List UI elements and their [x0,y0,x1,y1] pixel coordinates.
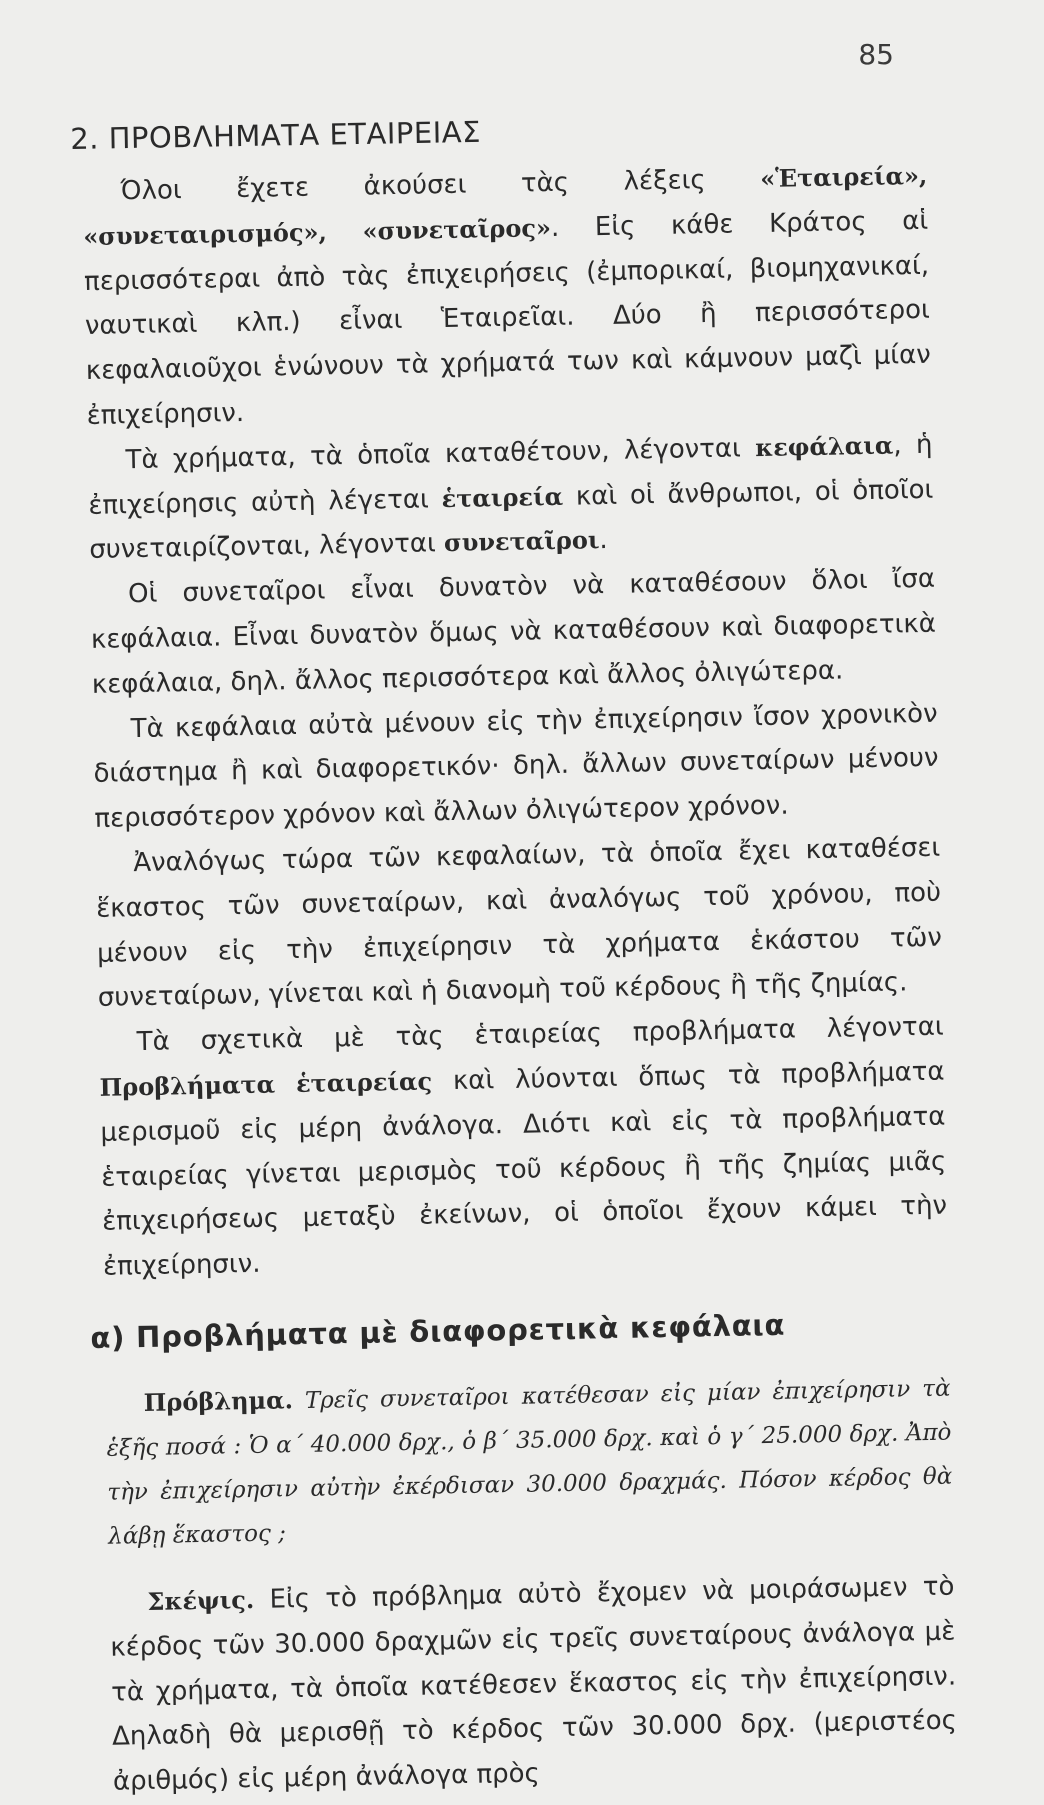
body-text [82,154,958,1805]
text-run: Όλοι ἔχετε ἀκούσει τὰς λέξεις [120,163,761,207]
thinking-label: Σκέψις. [147,1584,255,1616]
bold-term-partners: συνεταῖροι [443,525,600,558]
text-run: . Εἰς κάθε Κράτος αἱ περισσότεραι ἀπὸ τὰς ἐπιχειρήσεις (ἐμπορικαί, βιομηχανικαί, ναυτικαὶ κλπ.) εἶναι Ἑταιρεῖαι. Δύο ἢ περισσότεροι κεφαλαιοῦχοι ἑνώνουν τὰ χρήματά των καὶ κάμνουν μαζὶ μίαν ἐπιχείρησιν. [83,205,931,431]
text-run: Τὰ σχετικὰ μὲ τὰς ἑταιρείας προβλήματα λέγονται [136,1011,944,1058]
subheading: α) Προβλήματα μὲ διαφορετικὰ κεφάλαια [90,1307,786,1355]
bold-terms: «Ἑταιρεία», «συνεταιρισμός», «συνεταῖρος» [82,160,928,251]
page-number: 85 [858,38,894,71]
bold-term-company: ἑταιρεία [441,481,564,513]
paragraph-time: Τὰ κεφάλαια αὐτὰ μένουν εἰς τὴν ἐπιχείρησιν ἴσον χρονικὸν διάστημα ἢ καὶ διαφορετικόν· δηλ. ἄλλων συνεταίρων μένουν περισσότερον χρόνον καὶ ἄλλων ὀλιγώτερον χρόνον. [93,698,939,835]
bold-term-capital: κεφάλαια [754,430,894,462]
text-run: καὶ οἱ ἄνθρωποι, οἱ ὁποῖοι συνεταιρίζονται, λέγονται [89,474,934,566]
thinking-text: Εἰς τὸ πρόβλημα αὐτὸ ἔχομεν νὰ μοιράσωμεν τὸ κέρδος τῶν 30.000 δραχμῶν εἰς τρεῖς συνεταίρους ἀνάλογα μὲ τὰ χρήματα, τὰ ὁποῖα κατέθεσεν ἕκαστος εἰς τὴν ἐπιχείρησιν. Δηλαδὴ θὰ μερισθῇ τὸ κέρδος τῶν 30.000 δρχ. (μεριστέος ἀριθμός) εἰς μέρη ἀνάλογα πρὸς [110,1571,958,1797]
text-run: Τὰ χρήματα, τὰ ὁποῖα καταθέτουν, λέγονται [125,432,756,475]
paragraph-equal-capital: Οἱ συνεταῖροι εἶναι δυνατὸν νὰ καταθέσουν ὅλοι ἴσα κεφάλαια. Εἶναι δυνατὸν ὅμως νὰ καταθέσουν καὶ διαφορετικὰ κεφάλαια, δηλ. ἄλλος περισσότερα καὶ ἄλλος ὀλιγώτερα. [90,563,937,700]
section-title: 2. ΠΡΟΒΛΗΜΑΤΑ ΕΤΑΙΡΕΙΑΣ [70,114,482,156]
paragraph-intro [82,154,932,439]
problem-text: Τρεῖς συνεταῖροι κατέθεσαν εἰς μίαν ἐπιχείρησιν τὰ ἑξῆς ποσά : Ὁ α΄ 40.000 δρχ., ὁ β΄ 35.000 δρχ. καὶ ὁ γ΄ 25.000 δρχ. Ἀπὸ τὴν ἐπιχείρησιν αὐτὴν ἐκέρδισαν 30.000 δραχμάς. Πόσον κέρδος θὰ λάβῃ ἕκαστος ; [106,1375,953,1550]
problem-label: Πρόβλημα. [143,1385,294,1417]
paragraph-company-problems [98,1005,948,1290]
bold-term-company-problems: Προβλήματα ἑταιρείας [99,1066,433,1102]
text-run: καὶ λύονται ὅπως τὰ προβλήματα μερισμοῦ εἰς μέρη ἀνάλογα. Διότι καὶ εἰς τὰ προβλήματα ἑταιρείας γίνεται μερισμὸς τοῦ κέρδους ἢ τῆς ζημίας μιᾶς ἐπιχειρήσεως μεταξὺ ἐκείνων, οἱ ὁποῖοι ἔχουν κάμει τὴν ἐπιχείρησιν. [100,1056,948,1282]
text-run: , ἡ ἐπιχείρησις αὐτὴ λέγεται [88,429,933,521]
paragraph-definitions [87,423,934,574]
paragraph-distribution: Ἀναλόγως τώρα τῶν κεφαλαίων, τὰ ὁποῖα ἔχει καταθέσει ἕκαστος τῶν συνεταίρων, καὶ ἀναλόγως τοῦ χρόνου, ποὺ μένουν εἰς τὴν ἐπιχείρησιν τὰ χρήματα ἑκάστου τῶν συνεταίρων, γίνεται καὶ ἡ διανομὴ τοῦ κέρδους ἢ τῆς ζημίας. [95,832,943,1014]
text-run: . [599,525,608,556]
problem-statement [105,1365,953,1558]
thinking-paragraph [109,1564,958,1804]
